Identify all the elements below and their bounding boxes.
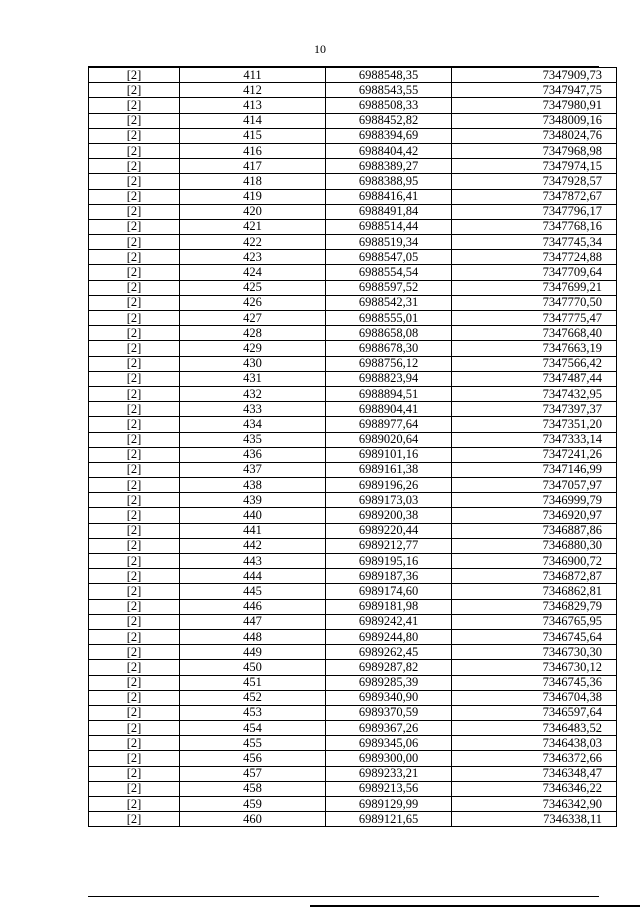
reference-cell: [2] — [89, 736, 180, 751]
reference-cell: [2] — [89, 341, 180, 356]
table-row — [89, 143, 617, 158]
table-row — [89, 68, 617, 83]
x-coordinate-cell: 6989345,06 — [326, 736, 452, 751]
reference-cell: [2] — [89, 174, 180, 189]
y-coordinate-cell: 7348009,16 — [452, 113, 617, 128]
table-row — [89, 523, 617, 538]
table-row — [89, 629, 617, 644]
table-row — [89, 462, 617, 477]
x-coordinate-cell: 6989213,56 — [326, 781, 452, 796]
table-row — [89, 174, 617, 189]
reference-cell: [2] — [89, 569, 180, 584]
x-coordinate-cell: 6988555,01 — [326, 311, 452, 326]
x-coordinate-cell: 6988756,12 — [326, 356, 452, 371]
reference-cell: [2] — [89, 68, 180, 83]
reference-cell: [2] — [89, 599, 180, 614]
reference-cell: [2] — [89, 189, 180, 204]
point-number-cell: 442 — [180, 538, 326, 553]
x-coordinate-cell: 6988678,30 — [326, 341, 452, 356]
point-number-cell: 438 — [180, 478, 326, 493]
point-number-cell: 429 — [180, 341, 326, 356]
y-coordinate-cell: 7346438,03 — [452, 736, 617, 751]
y-coordinate-cell: 7346483,52 — [452, 721, 617, 736]
x-coordinate-cell: 6989181,98 — [326, 599, 452, 614]
point-number-cell: 439 — [180, 493, 326, 508]
reference-cell: [2] — [89, 721, 180, 736]
table-row — [89, 447, 617, 462]
y-coordinate-cell: 7346704,38 — [452, 690, 617, 705]
x-coordinate-cell: 6989121,65 — [326, 812, 452, 827]
x-coordinate-cell: 6989220,44 — [326, 523, 452, 538]
reference-cell: [2] — [89, 690, 180, 705]
y-coordinate-cell: 7348024,76 — [452, 128, 617, 143]
point-number-cell: 435 — [180, 432, 326, 447]
point-number-cell: 428 — [180, 326, 326, 341]
table-row — [89, 83, 617, 98]
y-coordinate-cell: 7347947,75 — [452, 83, 617, 98]
x-coordinate-cell: 6988416,41 — [326, 189, 452, 204]
table-row — [89, 705, 617, 720]
point-number-cell: 437 — [180, 462, 326, 477]
point-number-cell: 427 — [180, 311, 326, 326]
x-coordinate-cell: 6989212,77 — [326, 538, 452, 553]
y-coordinate-cell: 7347668,40 — [452, 326, 617, 341]
table-row — [89, 812, 617, 827]
point-number-cell: 441 — [180, 523, 326, 538]
table-row — [89, 371, 617, 386]
table-bottom-rule — [88, 896, 599, 897]
table-row — [89, 417, 617, 432]
point-number-cell: 419 — [180, 189, 326, 204]
reference-cell: [2] — [89, 128, 180, 143]
x-coordinate-cell: 6988548,35 — [326, 68, 452, 83]
point-number-cell: 432 — [180, 386, 326, 401]
y-coordinate-cell: 7347724,88 — [452, 250, 617, 265]
x-coordinate-cell: 6989233,21 — [326, 766, 452, 781]
table-row — [89, 98, 617, 113]
x-coordinate-cell: 6989200,38 — [326, 508, 452, 523]
reference-cell: [2] — [89, 113, 180, 128]
table-row — [89, 781, 617, 796]
y-coordinate-cell: 7346765,95 — [452, 614, 617, 629]
point-number-cell: 448 — [180, 629, 326, 644]
y-coordinate-cell: 7347432,95 — [452, 386, 617, 401]
point-number-cell: 454 — [180, 721, 326, 736]
table-row — [89, 311, 617, 326]
x-coordinate-cell: 6988519,34 — [326, 235, 452, 250]
x-coordinate-cell: 6989020,64 — [326, 432, 452, 447]
x-coordinate-cell: 6988554,54 — [326, 265, 452, 280]
reference-cell: [2] — [89, 645, 180, 660]
y-coordinate-cell: 7347974,15 — [452, 159, 617, 174]
table-row — [89, 326, 617, 341]
y-coordinate-cell: 7346872,87 — [452, 569, 617, 584]
table-row — [89, 280, 617, 295]
reference-cell: [2] — [89, 554, 180, 569]
table-row — [89, 432, 617, 447]
table-row — [89, 736, 617, 751]
table-row — [89, 614, 617, 629]
reference-cell: [2] — [89, 523, 180, 538]
y-coordinate-cell: 7346862,81 — [452, 584, 617, 599]
x-coordinate-cell: 6989187,36 — [326, 569, 452, 584]
y-coordinate-cell: 7347745,34 — [452, 235, 617, 250]
y-coordinate-cell: 7346342,90 — [452, 797, 617, 812]
x-coordinate-cell: 6989285,39 — [326, 675, 452, 690]
reference-cell: [2] — [89, 311, 180, 326]
x-coordinate-cell: 6989244,80 — [326, 629, 452, 644]
point-number-cell: 433 — [180, 402, 326, 417]
reference-cell: [2] — [89, 265, 180, 280]
x-coordinate-cell: 6989129,99 — [326, 797, 452, 812]
table-row — [89, 766, 617, 781]
reference-cell: [2] — [89, 250, 180, 265]
x-coordinate-cell: 6988388,95 — [326, 174, 452, 189]
x-coordinate-cell: 6988452,82 — [326, 113, 452, 128]
x-coordinate-cell: 6988389,27 — [326, 159, 452, 174]
y-coordinate-cell: 7347770,50 — [452, 295, 617, 310]
y-coordinate-cell: 7347487,44 — [452, 371, 617, 386]
y-coordinate-cell: 7346887,86 — [452, 523, 617, 538]
point-number-cell: 418 — [180, 174, 326, 189]
x-coordinate-cell: 6989262,45 — [326, 645, 452, 660]
table-row — [89, 797, 617, 812]
table-row — [89, 599, 617, 614]
point-number-cell: 459 — [180, 797, 326, 812]
coordinates-table — [88, 67, 617, 827]
point-number-cell: 453 — [180, 705, 326, 720]
table-row — [89, 295, 617, 310]
table-row — [89, 690, 617, 705]
table-row — [89, 402, 617, 417]
table-row — [89, 219, 617, 234]
y-coordinate-cell: 7346730,30 — [452, 645, 617, 660]
coordinates-table-body — [89, 68, 617, 827]
reference-cell: [2] — [89, 629, 180, 644]
reference-cell: [2] — [89, 295, 180, 310]
point-number-cell: 457 — [180, 766, 326, 781]
point-number-cell: 431 — [180, 371, 326, 386]
point-number-cell: 413 — [180, 98, 326, 113]
table-row — [89, 584, 617, 599]
x-coordinate-cell: 6989287,82 — [326, 660, 452, 675]
reference-cell: [2] — [89, 493, 180, 508]
x-coordinate-cell: 6988977,64 — [326, 417, 452, 432]
x-coordinate-cell: 6989367,26 — [326, 721, 452, 736]
x-coordinate-cell: 6988394,69 — [326, 128, 452, 143]
point-number-cell: 456 — [180, 751, 326, 766]
point-number-cell: 436 — [180, 447, 326, 462]
x-coordinate-cell: 6988514,44 — [326, 219, 452, 234]
x-coordinate-cell: 6988658,08 — [326, 326, 452, 341]
table-row — [89, 645, 617, 660]
y-coordinate-cell: 7347709,64 — [452, 265, 617, 280]
y-coordinate-cell: 7346372,66 — [452, 751, 617, 766]
x-coordinate-cell: 6989340,90 — [326, 690, 452, 705]
point-number-cell: 460 — [180, 812, 326, 827]
y-coordinate-cell: 7346745,64 — [452, 629, 617, 644]
y-coordinate-cell: 7346900,72 — [452, 554, 617, 569]
point-number-cell: 430 — [180, 356, 326, 371]
point-number-cell: 420 — [180, 204, 326, 219]
y-coordinate-cell: 7347768,16 — [452, 219, 617, 234]
table-row — [89, 538, 617, 553]
y-coordinate-cell: 7347241,26 — [452, 447, 617, 462]
reference-cell: [2] — [89, 83, 180, 98]
y-coordinate-cell: 7347333,14 — [452, 432, 617, 447]
reference-cell: [2] — [89, 386, 180, 401]
y-coordinate-cell: 7347057,97 — [452, 478, 617, 493]
y-coordinate-cell: 7346348,47 — [452, 766, 617, 781]
y-coordinate-cell: 7347351,20 — [452, 417, 617, 432]
y-coordinate-cell: 7347980,91 — [452, 98, 617, 113]
table-row — [89, 386, 617, 401]
y-coordinate-cell: 7347699,21 — [452, 280, 617, 295]
x-coordinate-cell: 6988904,41 — [326, 402, 452, 417]
reference-cell: [2] — [89, 812, 180, 827]
point-number-cell: 450 — [180, 660, 326, 675]
reference-cell: [2] — [89, 447, 180, 462]
point-number-cell: 416 — [180, 143, 326, 158]
table-row — [89, 250, 617, 265]
table-row — [89, 341, 617, 356]
x-coordinate-cell: 6988542,31 — [326, 295, 452, 310]
point-number-cell: 414 — [180, 113, 326, 128]
point-number-cell: 434 — [180, 417, 326, 432]
table-row — [89, 721, 617, 736]
y-coordinate-cell: 7346999,79 — [452, 493, 617, 508]
reference-cell: [2] — [89, 98, 180, 113]
point-number-cell: 425 — [180, 280, 326, 295]
point-number-cell: 415 — [180, 128, 326, 143]
y-coordinate-cell: 7347146,99 — [452, 462, 617, 477]
table-row — [89, 569, 617, 584]
x-coordinate-cell: 6988547,05 — [326, 250, 452, 265]
reference-cell: [2] — [89, 584, 180, 599]
table-row — [89, 508, 617, 523]
y-coordinate-cell: 7347663,19 — [452, 341, 617, 356]
point-number-cell: 445 — [180, 584, 326, 599]
reference-cell: [2] — [89, 675, 180, 690]
point-number-cell: 446 — [180, 599, 326, 614]
table-row — [89, 356, 617, 371]
x-coordinate-cell: 6989101,16 — [326, 447, 452, 462]
x-coordinate-cell: 6989195,16 — [326, 554, 452, 569]
point-number-cell: 455 — [180, 736, 326, 751]
y-coordinate-cell: 7346730,12 — [452, 660, 617, 675]
point-number-cell: 424 — [180, 265, 326, 280]
y-coordinate-cell: 7347872,67 — [452, 189, 617, 204]
table-row — [89, 478, 617, 493]
reference-cell: [2] — [89, 326, 180, 341]
table-row — [89, 204, 617, 219]
reference-cell: [2] — [89, 462, 180, 477]
x-coordinate-cell: 6989161,38 — [326, 462, 452, 477]
point-number-cell: 421 — [180, 219, 326, 234]
y-coordinate-cell: 7346597,64 — [452, 705, 617, 720]
reference-cell: [2] — [89, 797, 180, 812]
point-number-cell: 422 — [180, 235, 326, 250]
x-coordinate-cell: 6989370,59 — [326, 705, 452, 720]
reference-cell: [2] — [89, 371, 180, 386]
reference-cell: [2] — [89, 614, 180, 629]
table-row — [89, 493, 617, 508]
y-coordinate-cell: 7346829,79 — [452, 599, 617, 614]
reference-cell: [2] — [89, 538, 180, 553]
x-coordinate-cell: 6989174,60 — [326, 584, 452, 599]
point-number-cell: 458 — [180, 781, 326, 796]
reference-cell: [2] — [89, 402, 180, 417]
y-coordinate-cell: 7346346,22 — [452, 781, 617, 796]
table-row — [89, 554, 617, 569]
table-row — [89, 660, 617, 675]
table-row — [89, 113, 617, 128]
y-coordinate-cell: 7347968,98 — [452, 143, 617, 158]
point-number-cell: 411 — [180, 68, 326, 83]
y-coordinate-cell: 7347566,42 — [452, 356, 617, 371]
reference-cell: [2] — [89, 660, 180, 675]
reference-cell: [2] — [89, 204, 180, 219]
x-coordinate-cell: 6989242,41 — [326, 614, 452, 629]
y-coordinate-cell: 7346880,30 — [452, 538, 617, 553]
y-coordinate-cell: 7347775,47 — [452, 311, 617, 326]
table-row — [89, 751, 617, 766]
point-number-cell: 449 — [180, 645, 326, 660]
x-coordinate-cell: 6988894,51 — [326, 386, 452, 401]
x-coordinate-cell: 6988508,33 — [326, 98, 452, 113]
point-number-cell: 451 — [180, 675, 326, 690]
reference-cell: [2] — [89, 478, 180, 493]
y-coordinate-cell: 7346338,11 — [452, 812, 617, 827]
y-coordinate-cell: 7346745,36 — [452, 675, 617, 690]
point-number-cell: 440 — [180, 508, 326, 523]
x-coordinate-cell: 6989196,26 — [326, 478, 452, 493]
reference-cell: [2] — [89, 781, 180, 796]
table-row — [89, 189, 617, 204]
point-number-cell: 447 — [180, 614, 326, 629]
reference-cell: [2] — [89, 417, 180, 432]
table-row — [89, 128, 617, 143]
point-number-cell: 452 — [180, 690, 326, 705]
reference-cell: [2] — [89, 356, 180, 371]
point-number-cell: 443 — [180, 554, 326, 569]
reference-cell: [2] — [89, 280, 180, 295]
point-number-cell: 426 — [180, 295, 326, 310]
reference-cell: [2] — [89, 159, 180, 174]
y-coordinate-cell: 7347928,57 — [452, 174, 617, 189]
reference-cell: [2] — [89, 432, 180, 447]
point-number-cell: 444 — [180, 569, 326, 584]
x-coordinate-cell: 6989300,00 — [326, 751, 452, 766]
y-coordinate-cell: 7346920,97 — [452, 508, 617, 523]
y-coordinate-cell: 7347909,73 — [452, 68, 617, 83]
x-coordinate-cell: 6988823,94 — [326, 371, 452, 386]
y-coordinate-cell: 7347796,17 — [452, 204, 617, 219]
reference-cell: [2] — [89, 235, 180, 250]
point-number-cell: 423 — [180, 250, 326, 265]
page-number: 10 — [314, 42, 326, 56]
point-number-cell: 412 — [180, 83, 326, 98]
table-row — [89, 265, 617, 280]
table-row — [89, 675, 617, 690]
reference-cell: [2] — [89, 508, 180, 523]
x-coordinate-cell: 6988491,84 — [326, 204, 452, 219]
table-row — [89, 235, 617, 250]
x-coordinate-cell: 6988404,42 — [326, 143, 452, 158]
x-coordinate-cell: 6989173,03 — [326, 493, 452, 508]
table-row — [89, 159, 617, 174]
point-number-cell: 417 — [180, 159, 326, 174]
x-coordinate-cell: 6988543,55 — [326, 83, 452, 98]
x-coordinate-cell: 6988597,52 — [326, 280, 452, 295]
reference-cell: [2] — [89, 751, 180, 766]
reference-cell: [2] — [89, 766, 180, 781]
reference-cell: [2] — [89, 219, 180, 234]
y-coordinate-cell: 7347397,37 — [452, 402, 617, 417]
reference-cell: [2] — [89, 143, 180, 158]
reference-cell: [2] — [89, 705, 180, 720]
